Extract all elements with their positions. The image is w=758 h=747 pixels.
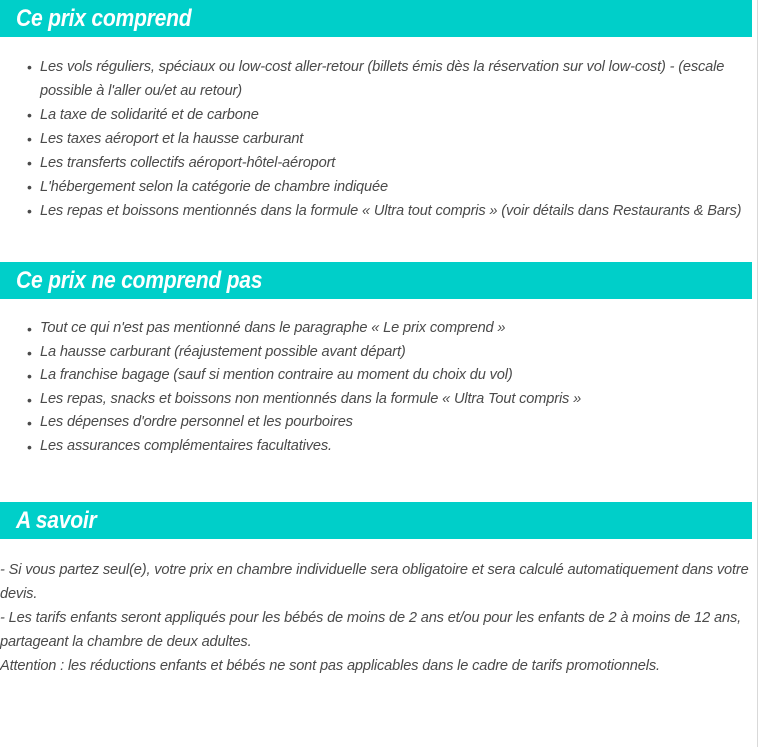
section-title-included: Ce prix comprend (16, 4, 192, 32)
section-spacer (0, 223, 757, 262)
note-paragraph: - Si vous partez seul(e), votre prix en chambre individuelle sera obligatoire et sera calculé automatiquement dans votre devis. (0, 562, 749, 602)
list-item: • Les repas et boissons mentionnés dans la formule « Ultra tout compris » (voir détails dans Restaurants & Bars) (0, 199, 757, 223)
list-item: • Les repas, snacks et boissons non mentionnés dans la formule « Ultra Tout compris » (0, 388, 757, 412)
list-item: • Les taxes aéroport et la hausse carburant (0, 127, 757, 151)
list-item: • Les vols réguliers, spéciaux ou low-cost aller-retour (billets émis dès la réservation sur vol low-cost) - (escale possible à l'aller ou/et au retour) (0, 55, 757, 103)
section-header-not-included (0, 262, 752, 299)
list-item: • Tout ce qui n'est pas mentionné dans le paragraphe « Le prix comprend » (0, 317, 757, 341)
section-title-not-included: Ce prix ne comprend pas (16, 266, 263, 294)
list-item: • La hausse carburant (réajustement possible avant départ) (0, 341, 757, 365)
list-item: • La taxe de solidarité et de carbone (0, 103, 757, 127)
not-included-list (0, 299, 757, 458)
good-to-know-notes (0, 539, 757, 678)
list-item: • Les dépenses d'ordre personnel et les pourboires (0, 411, 757, 435)
note-paragraph: Attention : les réductions enfants et bébés ne sont pas applicables dans le cadre de tarifs promotionnels. (0, 658, 660, 674)
note-paragraph: - Les tarifs enfants seront appliqués pour les bébés de moins de 2 ans et/ou pour les enfants de 2 à moins de 12 ans, partageant la chambre de deux adultes. (0, 610, 741, 650)
list-item: • La franchise bagage (sauf si mention contraire au moment du choix du vol) (0, 364, 757, 388)
section-spacer (0, 458, 757, 502)
list-item: • Les assurances complémentaires facultatives. (0, 435, 757, 459)
list-item: • Les transferts collectifs aéroport-hôtel-aéroport (0, 151, 757, 175)
section-title-good-to-know: A savoir (16, 506, 97, 534)
section-header-included (0, 0, 752, 37)
list-item: • L'hébergement selon la catégorie de chambre indiquée (0, 175, 757, 199)
section-header-good-to-know (0, 502, 752, 539)
included-list (0, 37, 757, 223)
